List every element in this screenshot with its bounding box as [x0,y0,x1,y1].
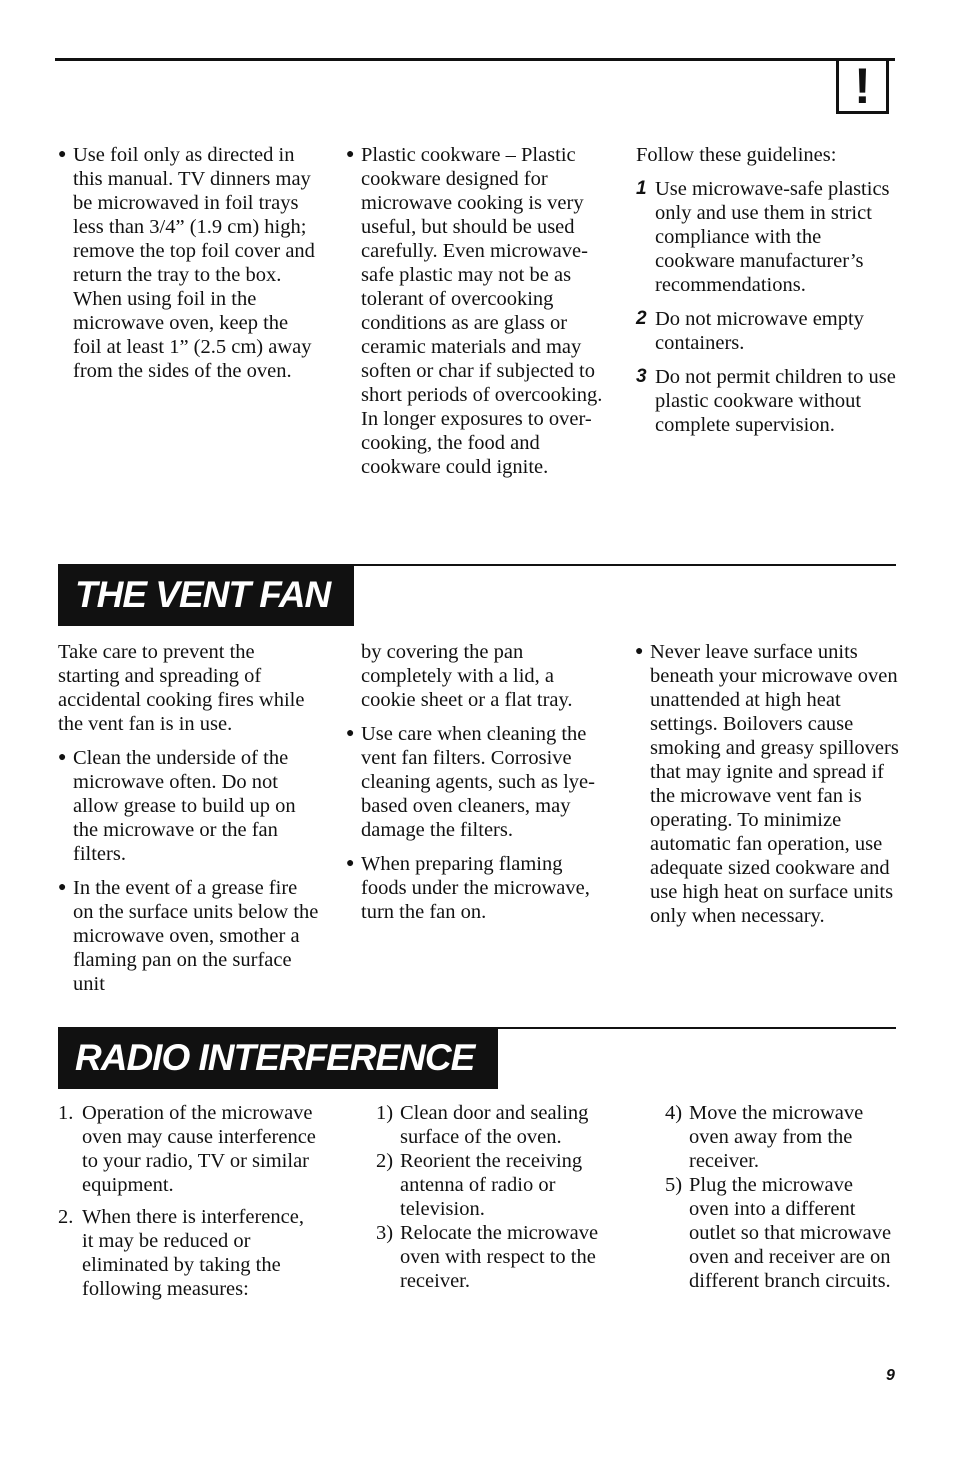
bullet-icon: ● [346,147,355,162]
list-item: 4) Move the microwave oven away from the receiver. [665,1102,864,1172]
list-item: 1. Operation of the microwave oven may cause interference to your radio, TV or similar equipment. [58,1102,316,1196]
list-item: 1 Use microwave-safe plastics only and use them in strict compliance with the cookware manufacturer’s recommendations. [636,178,890,296]
top-rule [55,58,895,61]
list-item: ● Clean the underside of the microwave often. Do not allow grease to build up on the microwave or the fan filters. [58,747,296,865]
list-item: ● Use foil only as directed in this manual. TV dinners may be microwaved in foil trays less than 3/4” (1.9 cm) high; remove the top foil cover and return the tray to the box. When using foil in the microwave oven, keep the foil at least 1” (2.5 cm) away from the sides of the oven. [58,144,315,382]
plastic-column [346,143,608,489]
list-item: 2 Do not microwave empty containers. [636,308,864,354]
list-item: 2) Reorient the receiving antenna of radio or television. [376,1150,583,1220]
radio-column-2 [376,1101,610,1293]
list-item: ● When preparing flaming foods under the microwave, turn the fan on. [346,853,590,923]
continued-text: by covering the pan completely with a lid, a cookie sheet or a flat tray. [361,641,573,711]
bullet-icon: ● [635,644,644,659]
bullet-icon: ● [346,726,355,741]
bullet-icon: ● [58,147,67,162]
guidelines-intro: Follow these guidelines: [636,144,837,166]
bullet-icon: ● [346,856,355,871]
list-item: ● In the event of a grease fire on the surface units below the microwave oven, smother a flaming pan on the surface unit [58,877,319,995]
radio-column-3 [665,1101,897,1293]
list-item: 5) Plug the microwave oven into a different outlet so that microwave oven and receiver are on different branch circuits. [665,1174,892,1292]
bullet-icon: ● [58,750,67,765]
list-item: 3) Relocate the microwave oven with respect to the receiver. [376,1222,599,1292]
list-item: 3 Do not permit children to use plastic cookware without complete supervision. [636,366,896,436]
radio-interference-heading: RADIO INTERFERENCE [58,1027,498,1089]
list-item: 2. When there is interference, it may be reduced or eliminated by taking the following measures: [58,1206,304,1300]
vent-fan-intro: Take care to prevent the starting and spreading of accidental cooking fires while the vent fan is in use. [58,641,305,735]
list-item: 1) Clean door and sealing surface of the oven. [376,1102,589,1148]
page-number: 9 [886,1367,895,1384]
list-item: ● Use care when cleaning the vent fan filters. Corrosive cleaning agents, such as lye-based oven cleaners, may damage the filters. [346,723,595,841]
warning-box [836,57,889,114]
radio-column-1 [58,1101,320,1309]
vent-fan-heading: THE VENT FAN [58,564,354,626]
bullet-icon: ● [58,880,67,895]
exclamation-icon: ! [854,57,871,114]
list-item: ● Plastic cookware – Plastic cookware designed for microwave cooking is very useful, but should be used carefully. Even microwave-safe plastic may not be as tolerant of overcooking conditions as are glass or ceramic materials and may soften or char if subjected to short periods of overcooking. In longer exposures to over-cooking, the food and cookware could ignite. [346,144,603,478]
guidelines-column [636,143,898,447]
foil-column [58,143,318,393]
vent-fan-column-3 [635,640,899,938]
vent-fan-column-2 [346,640,608,934]
vent-fan-column-1 [58,640,320,1006]
list-item: ● Never leave surface units beneath your microwave oven unattended at high heat settings. Boilovers cause smoking and greasy spillovers that may ignite and spread if the microwave vent fan is operating. To minimize automatic fan operation, use adequate sized cookware and use high heat on surface units only when necessary. [635,641,899,927]
